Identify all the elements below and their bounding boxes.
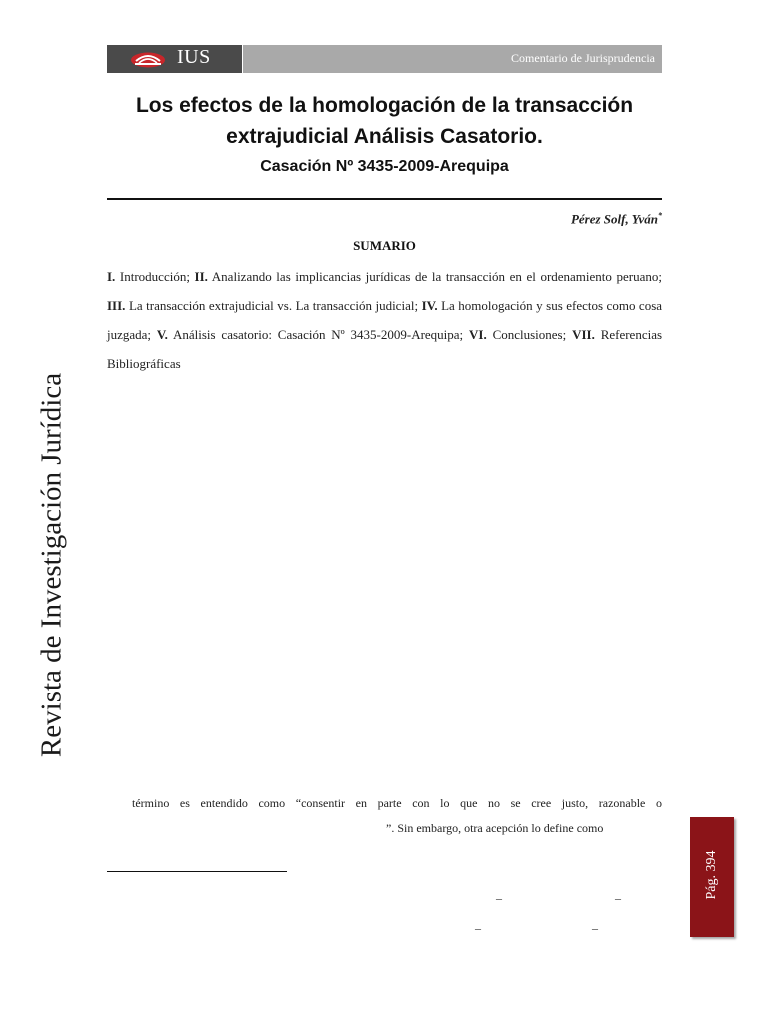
summary-item: Análisis casatorio: Casación Nº 3435-2009-Arequipa;	[172, 327, 464, 342]
ius-logo-icon	[129, 50, 167, 68]
summary-num: II.	[194, 269, 208, 284]
summary-item: Referencias Bibliográficas	[107, 327, 663, 371]
page-number-tab	[690, 817, 734, 937]
summary-item: Conclusiones;	[492, 327, 567, 342]
footnote-dash: –	[496, 891, 502, 905]
footnote-dash: –	[615, 891, 621, 905]
author	[571, 211, 662, 227]
article-title	[107, 90, 662, 152]
article-subtitle: Casación Nº 3435-2009-Arequipa	[260, 158, 509, 175]
journal-logo	[107, 45, 243, 73]
summary-num: VI.	[469, 327, 487, 342]
title-divider	[107, 198, 662, 200]
body-text-line-1: término es entendido como “consentir en parte con lo que no se cree justo, razonable o	[132, 796, 662, 810]
page-number: Pág. 394	[704, 850, 719, 900]
summary-num: IV.	[421, 298, 438, 313]
author-name: Pérez Solf, Yván	[570, 211, 658, 227]
summary-heading: SUMARIO	[353, 238, 416, 253]
summary-num: V.	[156, 327, 168, 342]
summary-item: La homologación y sus efectos como cosa juzgada;	[107, 298, 663, 342]
journal-name-vertical: Revista de Investigación Jurídica	[35, 372, 68, 758]
summary-item: Introducción;	[119, 269, 190, 284]
title-line-1: Los efectos de la homologación de la transacción	[135, 94, 634, 117]
footnote-divider	[107, 871, 287, 872]
section-label: Comentario de Jurisprudencia	[511, 51, 655, 65]
summary-num: III.	[107, 298, 126, 313]
summary-num: I.	[107, 269, 116, 284]
author-footnote-mark: *	[658, 211, 662, 220]
logo-text: IUS	[177, 46, 211, 68]
summary-text	[107, 262, 662, 378]
body-text-line-2: ”. Sin embargo, otra acepción lo define como	[386, 821, 604, 835]
header-band	[107, 45, 662, 73]
summary-item: La transacción extrajudicial vs. La transacción judicial;	[128, 298, 419, 313]
title-line-2: extrajudicial Análisis Casatorio.	[226, 125, 543, 148]
footnote-dash: –	[592, 921, 598, 935]
summary-num: VII.	[572, 327, 595, 342]
summary-item: Analizando las implicancias jurídicas de la transacción en el ordenamiento peruano;	[211, 269, 662, 284]
footnote-dash: –	[475, 921, 481, 935]
